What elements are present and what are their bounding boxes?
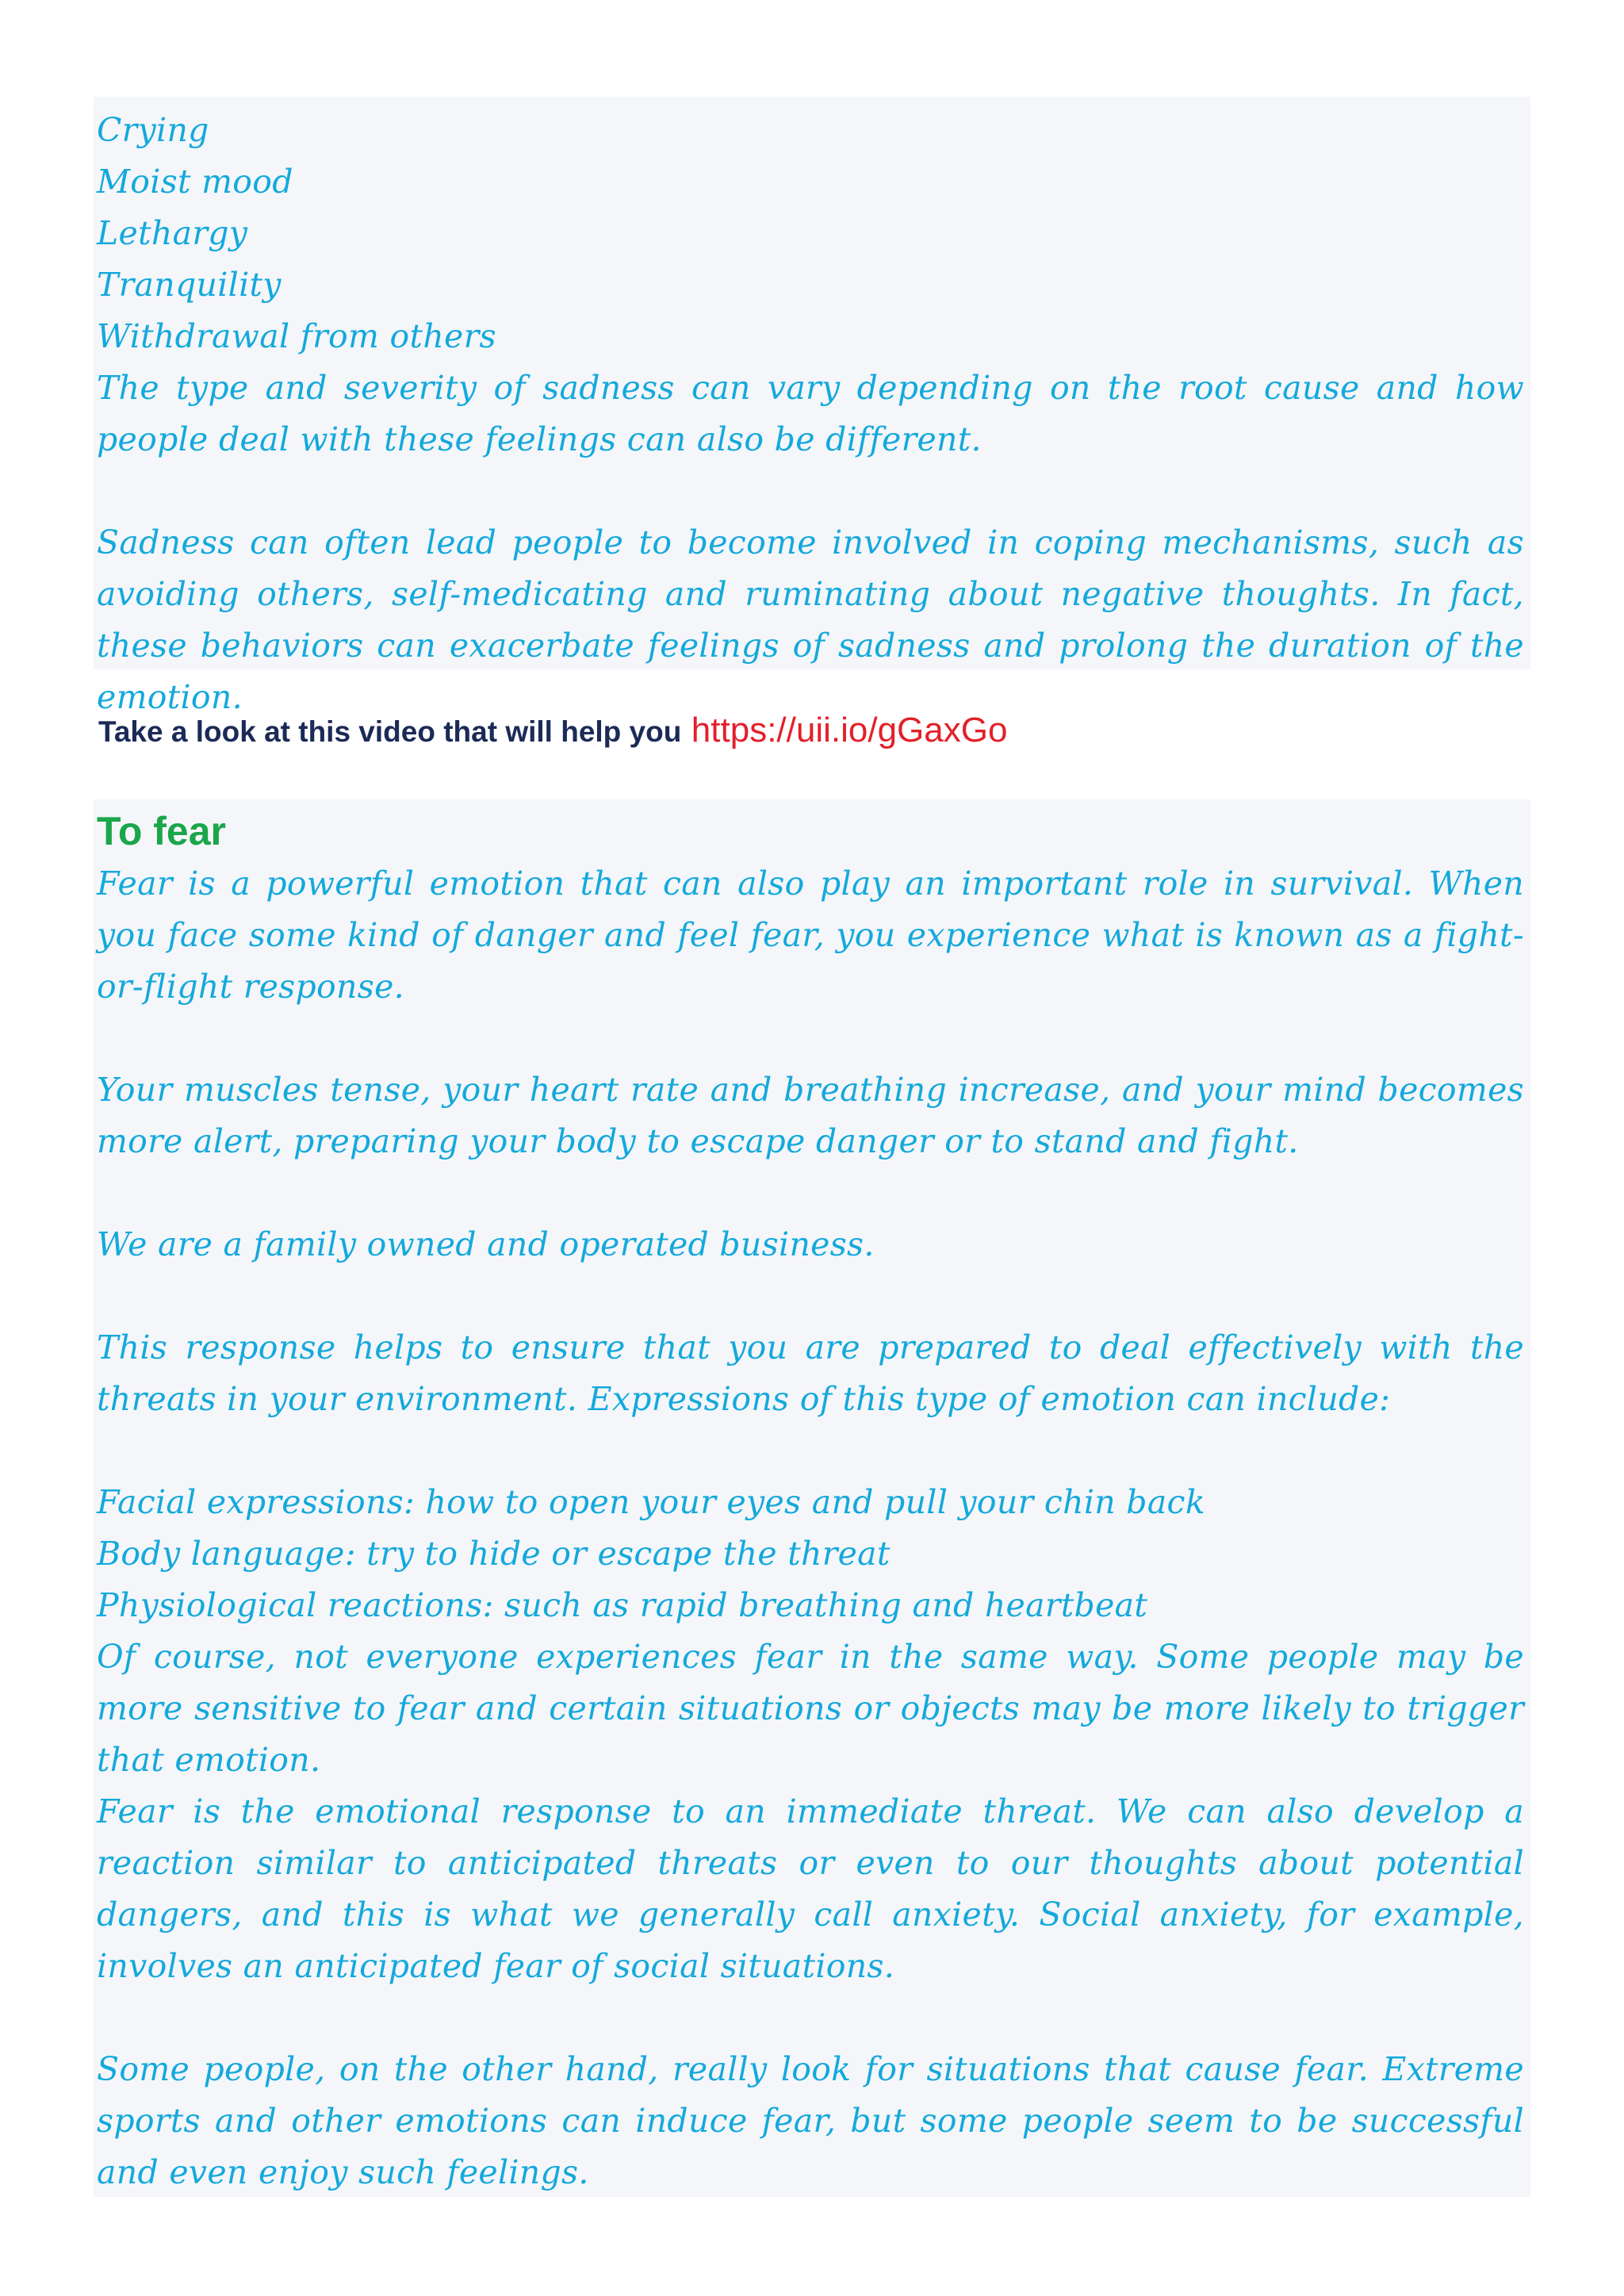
list-item: Body language: try to hide or escape the threat: [97, 1535, 891, 1573]
list-item: Withdrawal from others: [97, 317, 496, 355]
paragraph-gap: [97, 466, 1524, 517]
list-item: Physiological reactions: such as rapid breathing and heartbeat: [97, 1586, 1148, 1624]
paragraph-gap: [97, 1992, 1524, 2044]
list-item: Facial expressions: how to open your eyes and pull your chin back: [97, 1483, 1205, 1521]
paragraph: This response helps to ensure that you are prepared to deal effectively with the threats in your environment. Expressions of this type of emotion can include:: [97, 1328, 1524, 1418]
paragraph-gap: [97, 1167, 1524, 1219]
paragraph: Sadness can often lead people to become involved in coping mechanisms, such as avoiding others, self-medicating and ruminating about negative thoughts. In fact, these behaviors can exacerbate feelings of sadness and prolong the duration of the emotion.: [97, 523, 1524, 716]
list-item: Tranquility: [97, 266, 282, 304]
paragraph-gap: [97, 1425, 1524, 1477]
paragraph-gap: [97, 1271, 1524, 1322]
paragraph-gap: [97, 1013, 1524, 1064]
paragraph: Some people, on the other hand, really look for situations that cause fear. Extreme sports and other emotions can induce fear, but some people seem to be successful and even enjoy such feelings.: [97, 2050, 1524, 2191]
list-item: Moist mood: [97, 163, 293, 201]
paragraph: The type and severity of sadness can vary depending on the root cause and how people deal with these feelings can also be different.: [97, 369, 1524, 458]
fear-body: [97, 858, 1524, 2198]
sadness-section: [94, 97, 1530, 716]
fear-section: [94, 799, 1530, 2197]
paragraph: Your muscles tense, your heart rate and breathing increase, and your mind becomes more alert, preparing your body to escape danger or to stand and fight.: [97, 1071, 1524, 1160]
video-prompt: [98, 711, 1007, 750]
video-prompt-text: Take a look at this video that will help you: [98, 715, 682, 748]
video-link[interactable]: https://uii.io/gGaxGo: [691, 711, 1008, 749]
paragraph: Fear is the emotional response to an immediate threat. We can also develop a reaction similar to anticipated threats or even to our thoughts about potential dangers, and this is what we generally call anxiety. Social anxiety, for example, involves an anticipated fear of social situations.: [97, 1792, 1524, 1985]
list-item: Lethargy: [97, 214, 248, 252]
section-heading: To fear: [97, 809, 226, 853]
paragraph: We are a family owned and operated business.: [97, 1225, 875, 1263]
paragraph: Fear is a powerful emotion that can also play an important role in survival. When you face some kind of danger and feel fear, you experience what is known as a fight-or-flight response.: [97, 864, 1524, 1006]
paragraph: Of course, not everyone experiences fear in the same way. Some people may be more sensitive to fear and certain situations or objects may be more likely to trigger that emotion.: [97, 1638, 1524, 1779]
list-item: Crying: [97, 111, 209, 149]
